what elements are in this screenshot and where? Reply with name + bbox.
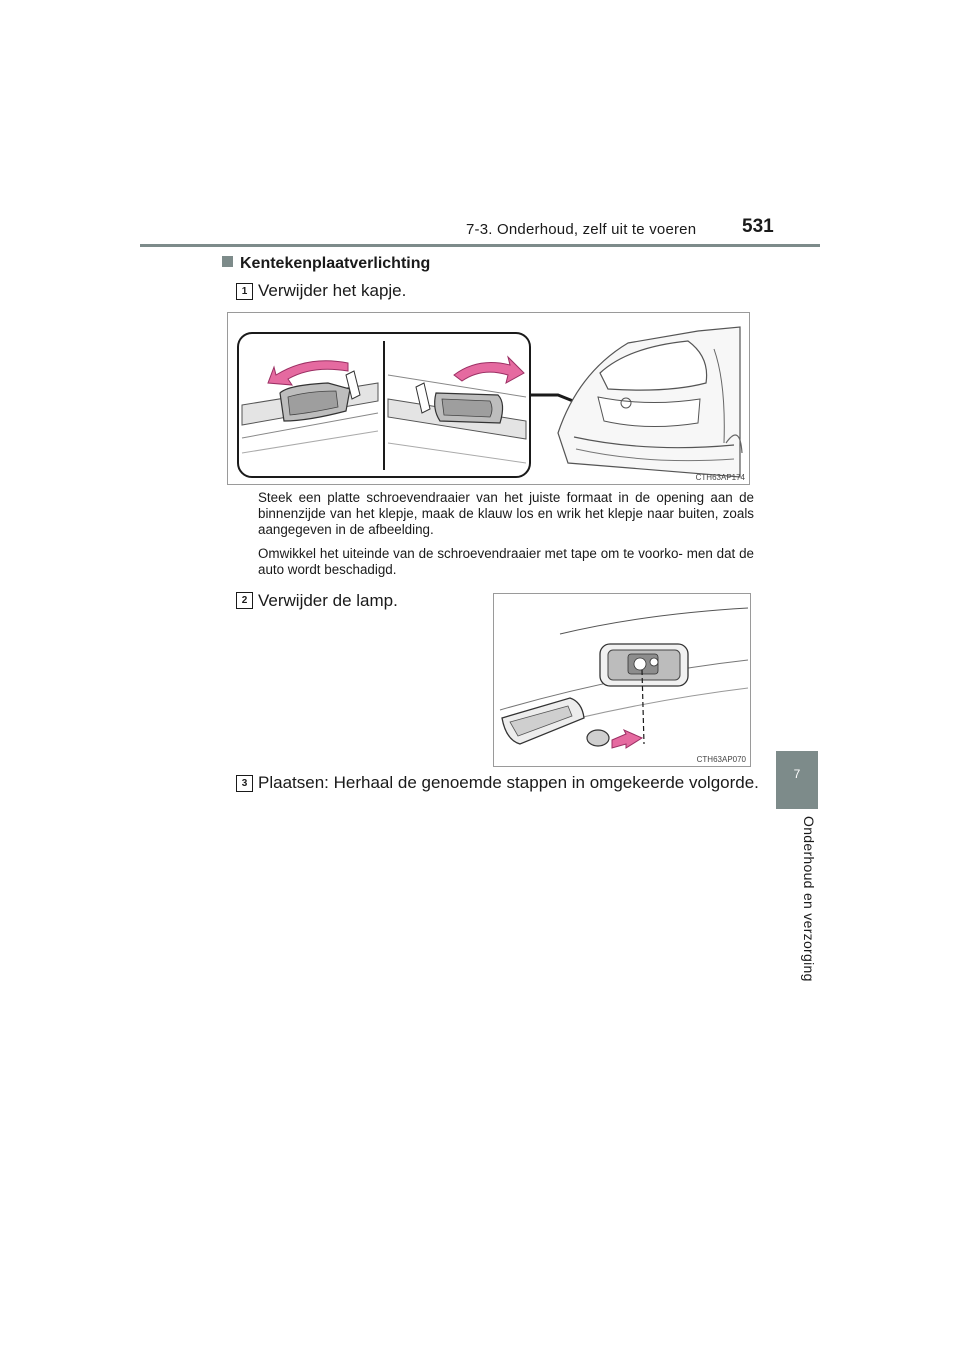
page-number: 531 [742, 216, 774, 237]
step-badge-2: 2 [236, 592, 253, 609]
figure-code: CTH63AP174 [695, 473, 745, 482]
step-1-text: Verwijder het kapje. [258, 281, 407, 300]
section-title: Kentekenplaatverlichting [240, 255, 431, 272]
step-1-note-1: Steek een platte schroevendraaier van het juiste formaat in de opening aan de binnenzijde van het klepje, maak de klauw los en wrik het klepje naar buiten, zoals aangegeven in de afbeelding. [258, 490, 754, 537]
step-3-text: Plaatsen: Herhaal de genoemde stappen in omgekeerde volgorde. [258, 773, 759, 792]
heading-square-icon [222, 256, 233, 267]
header-rule [140, 244, 820, 247]
figure-remove-lamp-illustration [494, 594, 750, 766]
running-header-section: 7-3. Onderhoud, zelf uit te voeren [466, 221, 697, 238]
step-1-note-2: Omwikkel het uiteinde van de schroevendraaier met tape om te voorko- men dat de auto wordt beschadigd. [258, 546, 754, 577]
chapter-tab [776, 751, 818, 809]
figure-code: CTH63AP070 [696, 755, 746, 764]
figure-remove-lamp [493, 593, 751, 767]
chapter-title: Onderhoud en verzorging [801, 816, 817, 982]
step-badge-1: 1 [236, 283, 253, 300]
chapter-number: 7 [793, 767, 801, 781]
step-2-text: Verwijder de lamp. [258, 591, 398, 610]
section-heading [222, 255, 430, 273]
figure-remove-cover-illustration [228, 313, 749, 484]
step-badge-3: 3 [236, 775, 253, 792]
figure-remove-cover [227, 312, 750, 485]
